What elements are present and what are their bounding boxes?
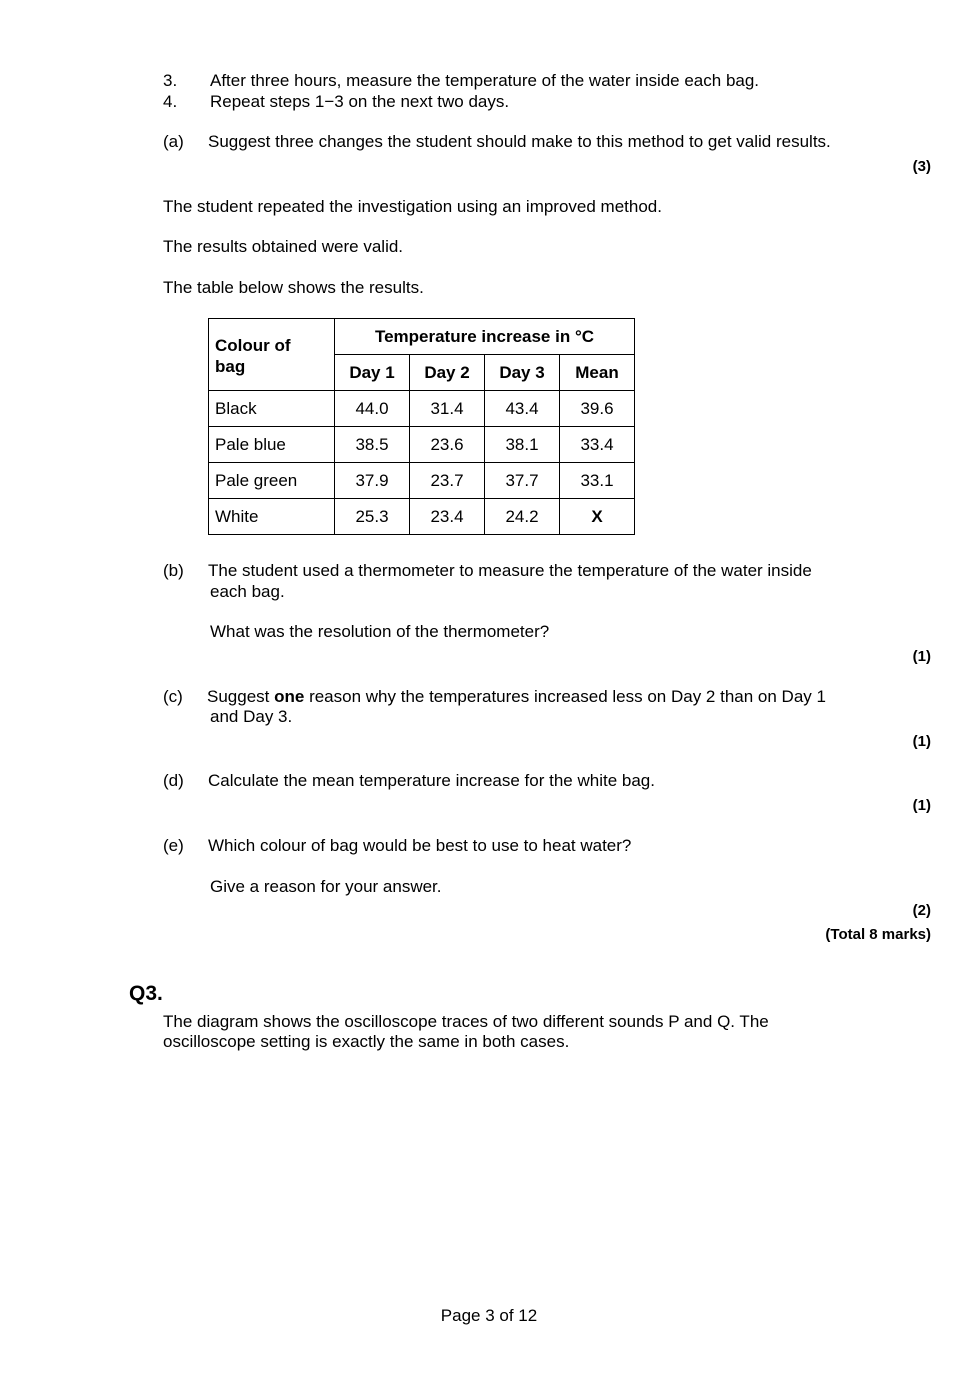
mean-cell: 33.1 [560,463,635,499]
value-cell: 24.2 [485,499,560,535]
value-cell: 37.9 [335,463,410,499]
colour-header-line-2: bag [215,357,246,376]
part-b-text-line-2: each bag. [210,582,285,601]
value-cell: 38.1 [485,427,560,463]
part-c-question-line-1 [207,687,826,707]
mean-cell: 39.6 [560,391,635,427]
part-d-label: (d) [163,771,184,790]
part-c-marks: (1) [912,733,931,750]
value-cell: 38.5 [335,427,410,463]
part-e-label: (e) [163,836,184,855]
total-marks: (Total 8 marks) [825,926,931,943]
table-row [209,499,635,535]
part-b-text-line-1: The student used a thermometer to measure the temperature of the water inside [208,561,812,580]
results-table [208,318,635,535]
part-c-text-bold: one [274,687,305,706]
value-cell: 25.3 [335,499,410,535]
paragraph-improved-method: The student repeated the investigation using an improved method. [163,197,662,216]
part-d-question: Calculate the mean temperature increase for the white bag. [208,771,655,790]
part-e-reason-prompt: Give a reason for your answer. [210,877,442,896]
part-d-marks: (1) [912,797,931,814]
part-e-marks: (2) [912,902,931,919]
value-cell: 23.6 [410,427,485,463]
q3-text-line-1: The diagram shows the oscilloscope traces of two different sounds P and Q. The [163,1012,769,1031]
table-row [209,427,635,463]
part-c-label: (c) [163,687,183,706]
colour-cell: Pale green [209,463,335,499]
value-cell: 23.7 [410,463,485,499]
colour-cell: Pale blue [209,427,335,463]
colour-cell: Black [209,391,335,427]
step-4-text: Repeat steps 1−3 on the next two days. [210,92,510,111]
part-e-question: Which colour of bag would be best to use to heat water? [208,836,632,855]
part-a-question: Suggest three changes the student should make to this method to get valid results. [208,132,831,151]
day-2-header: Day 2 [410,355,485,391]
temperature-increase-header: Temperature increase in °C [335,319,635,355]
colour-cell: White [209,499,335,535]
part-c-question-line-2: and Day 3. [210,707,293,726]
value-cell: 44.0 [335,391,410,427]
day-3-header: Day 3 [485,355,560,391]
paragraph-table-intro: The table below shows the results. [163,278,424,297]
mean-cell: 33.4 [560,427,635,463]
value-cell: 37.7 [485,463,560,499]
step-3-number: 3. [163,71,178,90]
table-row [209,463,635,499]
step-4-number: 4. [163,92,178,111]
page-number: Page 3 of 12 [440,1306,538,1325]
q3-text-line-2: oscilloscope setting is exactly the same in both cases. [163,1032,570,1051]
mean-header: Mean [560,355,635,391]
part-b-question: What was the resolution of the thermometer? [210,622,550,641]
part-c-text-post: reason why the temperatures increased less on Day 2 than on Day 1 [304,687,826,706]
part-b-label: (b) [163,561,184,580]
value-cell: 31.4 [410,391,485,427]
part-a-marks: (3) [912,158,931,175]
mean-cell-unknown: X [560,499,635,535]
table-row [209,391,635,427]
paragraph-valid-results: The results obtained were valid. [163,237,404,256]
question-3-label: Q3. [129,982,163,1005]
step-3-text: After three hours, measure the temperature of the water inside each bag. [210,71,760,90]
value-cell: 23.4 [410,499,485,535]
part-a-label: (a) [163,132,184,151]
part-b-marks: (1) [912,648,931,665]
colour-header-line-1: Colour of [215,336,291,355]
day-1-header: Day 1 [335,355,410,391]
colour-of-bag-header [209,319,335,391]
part-c-text-pre: Suggest [207,687,275,706]
value-cell: 43.4 [485,391,560,427]
